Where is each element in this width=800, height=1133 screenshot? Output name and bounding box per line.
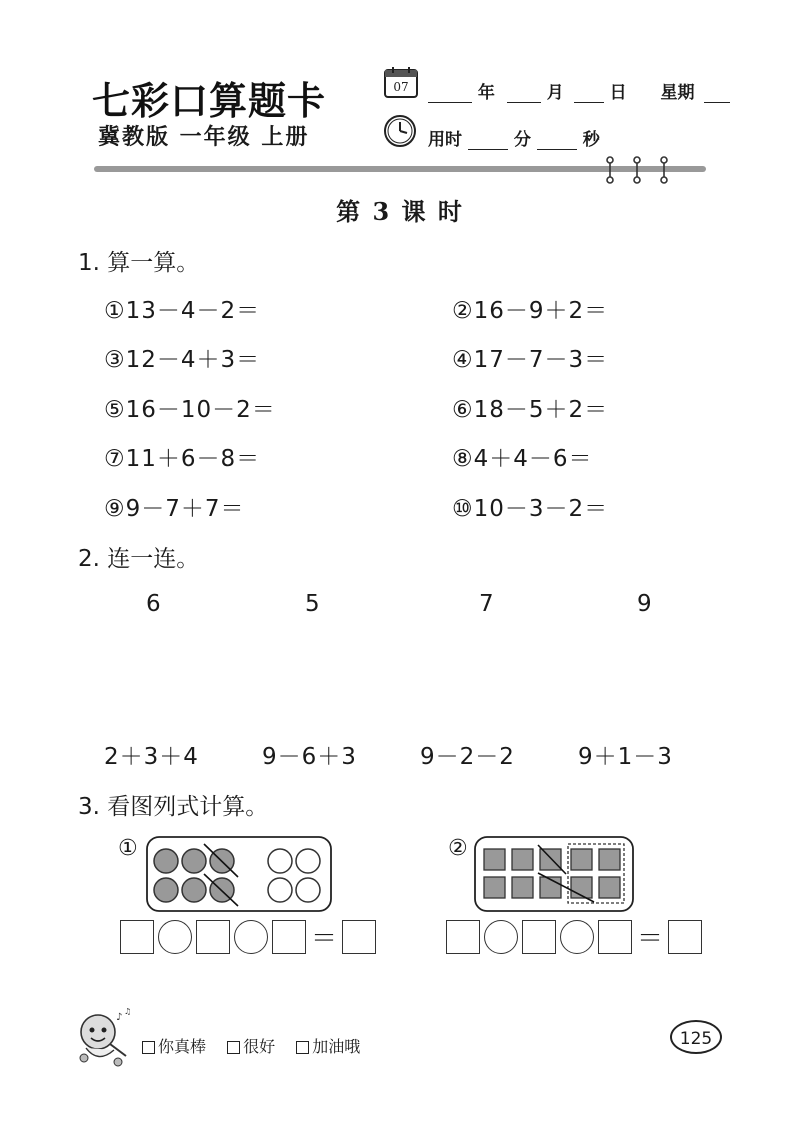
q2-expression-1[interactable]: 2＋3＋4 — [104, 744, 199, 770]
clock-icon — [383, 114, 417, 148]
checkbox-icon[interactable] — [142, 1041, 155, 1054]
equals-sign: ＝ — [311, 924, 338, 954]
page-number: 125 — [670, 1020, 722, 1054]
q1-problem-7: ⑦11＋6－8＝ — [104, 446, 261, 472]
lesson-title: 第 3 课 时 — [336, 197, 464, 226]
q2-heading: 2. 连一连。 — [78, 546, 200, 572]
q2-expression-2[interactable]: 9－6＋3 — [262, 744, 357, 770]
q3-equation-1 — [120, 918, 376, 955]
month-blank[interactable] — [507, 84, 541, 103]
q2-expression-4[interactable]: 9＋1－3 — [578, 744, 673, 770]
gray-circle — [154, 878, 178, 902]
time-fill-line — [428, 125, 600, 150]
calendar-day: 07 — [393, 80, 409, 94]
q3-figure-2-label: ② — [448, 836, 468, 861]
q1-problem-6: ⑥18－5＋2＝ — [452, 397, 609, 423]
q2-expression-3[interactable]: 9－2－2 — [420, 744, 515, 770]
operator-circle[interactable] — [484, 920, 518, 954]
q1-problem-3: ③12－4＋3＝ — [104, 347, 261, 373]
q3-figure-2 — [474, 836, 634, 912]
date-fill-line — [428, 78, 730, 103]
operator-circle[interactable] — [560, 920, 594, 954]
q1-heading: 1. 算一算。 — [78, 250, 200, 276]
white-circle — [296, 849, 320, 873]
result-box[interactable] — [342, 920, 376, 954]
month-label: 月 — [546, 83, 564, 103]
rating-option-3[interactable]: 加油哦 — [296, 1037, 360, 1056]
mascot-icon — [70, 1004, 136, 1070]
week-label: 星期 — [660, 83, 695, 103]
second-label: 秒 — [582, 130, 600, 150]
q1-problem-2: ②16－9＋2＝ — [452, 298, 609, 324]
q2-number-2[interactable]: 5 — [305, 591, 320, 617]
gray-square — [512, 849, 533, 870]
second-blank[interactable] — [537, 131, 577, 150]
checkbox-icon[interactable] — [296, 1041, 309, 1054]
edition-label: 冀教版 一年级 上册 — [98, 124, 310, 150]
minute-label: 分 — [513, 130, 531, 150]
gray-square — [599, 849, 620, 870]
year-label: 年 — [477, 83, 495, 103]
q1-problem-1: ①13－4－2＝ — [104, 298, 261, 324]
gray-circle — [182, 878, 206, 902]
q2-number-3[interactable]: 7 — [479, 591, 494, 617]
svg-text:♪: ♪ — [116, 1012, 123, 1023]
answer-box[interactable] — [598, 920, 632, 954]
q1-problem-5: ⑤16－10－2＝ — [104, 397, 276, 423]
white-circle — [296, 878, 320, 902]
answer-box[interactable] — [120, 920, 154, 954]
gray-square — [571, 849, 592, 870]
white-circle — [268, 878, 292, 902]
answer-box[interactable] — [196, 920, 230, 954]
operator-circle[interactable] — [234, 920, 268, 954]
q1-problem-8: ⑧4＋4－6＝ — [452, 446, 593, 472]
day-label: 日 — [609, 83, 627, 103]
brand-title: 七彩口算题卡 — [92, 78, 327, 123]
rating-option-1[interactable]: 你真棒 — [142, 1037, 206, 1056]
rating-group — [142, 1034, 360, 1057]
gray-square — [599, 877, 620, 898]
q1-problem-10: ⑩10－3－2＝ — [452, 496, 609, 522]
result-box[interactable] — [668, 920, 702, 954]
gray-square — [512, 877, 533, 898]
svg-text:♫: ♫ — [124, 1007, 132, 1016]
time-label: 用时 — [428, 130, 462, 150]
q3-figure-1-label: ① — [118, 836, 138, 861]
q3-equation-2 — [446, 918, 702, 955]
operator-circle[interactable] — [158, 920, 192, 954]
day-blank[interactable] — [574, 84, 604, 103]
gray-circle — [154, 849, 178, 873]
q1-problem-9: ⑨9－7＋7＝ — [104, 496, 245, 522]
gray-circle — [182, 849, 206, 873]
gray-square — [484, 877, 505, 898]
calendar-icon — [384, 66, 418, 98]
answer-box[interactable] — [272, 920, 306, 954]
q1-problem-4: ④17－7－3＝ — [452, 347, 609, 373]
white-circle — [268, 849, 292, 873]
q2-number-1[interactable]: 6 — [146, 591, 161, 617]
q2-number-4[interactable]: 9 — [637, 591, 652, 617]
binding-rings-icon — [604, 156, 674, 184]
q3-figure-1 — [146, 836, 332, 912]
week-blank[interactable] — [704, 84, 730, 103]
gray-square — [540, 849, 561, 870]
rating-option-2[interactable]: 很好 — [227, 1037, 275, 1056]
gray-square — [484, 849, 505, 870]
answer-box[interactable] — [522, 920, 556, 954]
equals-sign: ＝ — [637, 924, 664, 954]
answer-box[interactable] — [446, 920, 480, 954]
checkbox-icon[interactable] — [227, 1041, 240, 1054]
minute-blank[interactable] — [468, 131, 508, 150]
year-blank[interactable] — [428, 84, 472, 103]
q3-heading: 3. 看图列式计算。 — [78, 794, 269, 820]
